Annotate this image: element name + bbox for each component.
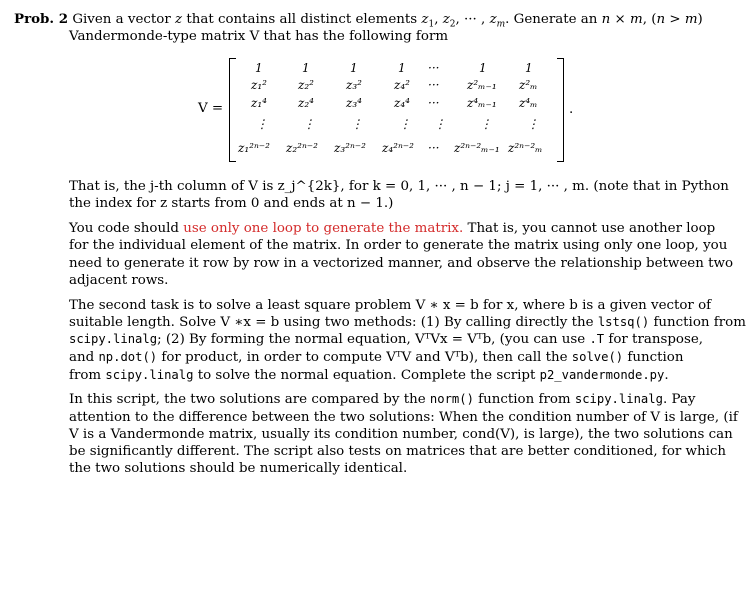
matrix-cell: z₂² bbox=[298, 78, 314, 92]
matrix-cell: z₃² bbox=[346, 78, 362, 92]
para4-line-3: V is a Vandermonde matrix, usually its condition number, cond(V), is large), the two solutions can bbox=[69, 427, 733, 442]
para3-text: from bbox=[69, 368, 106, 383]
matrix-cell: ⋮ bbox=[480, 117, 492, 131]
para3-text: ; (2) By forming the normal equation, VᵀVx = Vᵀb, (you can use bbox=[157, 332, 590, 347]
matrix-cell: 1 bbox=[398, 61, 406, 75]
matrix-cell: ··· bbox=[428, 61, 440, 75]
para3-text: function from bbox=[649, 315, 746, 330]
matrix-cell: z₁²ⁿ⁻² bbox=[238, 141, 270, 155]
para3-text: and bbox=[69, 350, 99, 365]
matrix-cell: 1 bbox=[255, 61, 263, 75]
matrix-cell: z₂⁴ bbox=[298, 96, 314, 110]
matrix-cell: z²ⁿ⁻²ₘ bbox=[508, 141, 543, 155]
intro-text-a: Given a vector bbox=[72, 12, 176, 27]
para4-line-4: be significantly different. The script also tests on matrices that are better conditioned, for which bbox=[69, 444, 727, 459]
code-solve: solve() bbox=[571, 350, 624, 364]
para3-text: . bbox=[664, 368, 669, 383]
para4-line-5: the two solutions should be numerically identical. bbox=[69, 461, 408, 476]
para4-text: function from bbox=[473, 392, 575, 407]
matrix-period: . bbox=[569, 102, 574, 117]
matrix-cell: z₄⁴ bbox=[394, 96, 410, 110]
matrix-left-bracket bbox=[229, 58, 236, 162]
intro-text-b: that contains all distinct elements bbox=[182, 12, 422, 27]
matrix-cell: ⋮ bbox=[351, 117, 363, 131]
intro-text-c: . Generate an bbox=[505, 12, 602, 27]
code-scipy-linalg: scipy.linalg bbox=[574, 392, 663, 406]
matrix-cell: ⋮ bbox=[399, 117, 411, 131]
matrix-cell: z₃²ⁿ⁻² bbox=[334, 141, 366, 155]
matrix-cell: z₄² bbox=[394, 78, 410, 92]
para3-line-1: The second task is to solve a least square problem V ∗ x = b for x, where b is a given vector of bbox=[69, 298, 712, 313]
matrix-cell: 1 bbox=[302, 61, 310, 75]
matrix-cell: ⋮ bbox=[303, 117, 315, 131]
para2-emphasis: use only one loop to generate the matrix. bbox=[183, 221, 464, 236]
matrix-cell: z²ₘ₋₁ bbox=[467, 78, 497, 92]
para3-text: for product, in order to compute VᵀV and Vᵀb), then call the bbox=[157, 350, 572, 365]
matrix-cell: z²ⁿ⁻²ₘ₋₁ bbox=[454, 141, 500, 155]
para1-line-1: That is, the j-th column of V is z_j^{2k}, for k = 0, 1, ··· , n − 1; j = 1, ··· , m. (note that in Python bbox=[69, 179, 729, 194]
vandermonde-matrix bbox=[229, 58, 564, 162]
para4-line-2: attention to the difference between the two solutions: When the condition number of V is large, (if bbox=[69, 410, 738, 425]
code-scipy-linalg: scipy.linalg bbox=[69, 332, 158, 346]
para3-text: to solve the normal equation. Complete the script bbox=[193, 368, 540, 383]
para3-line-5 bbox=[69, 367, 669, 384]
matrix-cell: ··· bbox=[428, 141, 440, 155]
para1-line-2: the index for z starts from 0 and ends at n − 1.) bbox=[69, 196, 394, 211]
code-transpose: .T bbox=[589, 332, 605, 346]
problem-intro-line-1: Prob. 2 Given a vector z that contains all distinct elements $z_1$, $z_2$, ··· , $z_m$. Generate an n × m, (n > m) bbox=[14, 11, 703, 30]
para3-text: function bbox=[623, 350, 684, 365]
problem-label: Prob. 2 bbox=[14, 11, 69, 27]
para2-line-4: adjacent rows. bbox=[69, 273, 169, 288]
para4-text: . Pay bbox=[662, 392, 696, 407]
code-np-dot: np.dot() bbox=[98, 350, 158, 364]
code-script-name: p2_vandermonde.py bbox=[539, 368, 665, 382]
para2-line-1 bbox=[69, 220, 715, 237]
para3-line-3 bbox=[69, 331, 703, 348]
para2-text-a: You code should bbox=[69, 221, 184, 236]
para2-line-2: for the individual element of the matrix. In order to generate the matrix using only one loop, you bbox=[69, 238, 728, 253]
para2-text-b: That is, you cannot use another loop bbox=[463, 221, 716, 236]
code-lstsq: lstsq() bbox=[597, 315, 650, 329]
matrix-cell: z⁴ₘ₋₁ bbox=[467, 96, 497, 110]
code-norm: norm() bbox=[429, 392, 474, 406]
para3-line-2 bbox=[69, 314, 746, 331]
matrix-cell: ··· bbox=[428, 96, 440, 110]
matrix-cell: 1 bbox=[479, 61, 487, 75]
problem-intro-line-2: Vandermonde-type matrix V that has the following form bbox=[69, 29, 449, 44]
para2-line-3: need to generate it row by row in a vectorized manner, and observe the relationship between two bbox=[69, 256, 734, 271]
para3-text: for transpose, bbox=[604, 332, 704, 347]
matrix-cell: 1 bbox=[525, 61, 533, 75]
matrix-cell: z₁² bbox=[251, 78, 267, 92]
matrix-cell: z₃⁴ bbox=[346, 96, 362, 110]
code-scipy-linalg: scipy.linalg bbox=[105, 368, 194, 382]
matrix-lhs: V = bbox=[198, 101, 224, 116]
matrix-right-bracket bbox=[557, 58, 564, 162]
matrix-cell: ⋮ bbox=[434, 117, 446, 131]
matrix-cell: z₂²ⁿ⁻² bbox=[286, 141, 318, 155]
matrix-cell: z⁴ₘ bbox=[519, 96, 538, 110]
matrix-cell: z²ₘ bbox=[519, 78, 538, 92]
para4-line-1 bbox=[69, 391, 695, 408]
matrix-cell: 1 bbox=[350, 61, 358, 75]
matrix-cell: z₄²ⁿ⁻² bbox=[382, 141, 414, 155]
matrix-cell: z₁⁴ bbox=[251, 96, 267, 110]
matrix-cell: ··· bbox=[428, 78, 440, 92]
para3-text: suitable length. Solve V ∗x = b using two methods: (1) By calling directly the bbox=[69, 315, 598, 330]
para3-line-4 bbox=[69, 349, 683, 366]
matrix-cell: ⋮ bbox=[256, 117, 268, 131]
para4-text: In this script, the two solutions are compared by the bbox=[69, 392, 430, 407]
matrix-cell: ⋮ bbox=[527, 117, 539, 131]
